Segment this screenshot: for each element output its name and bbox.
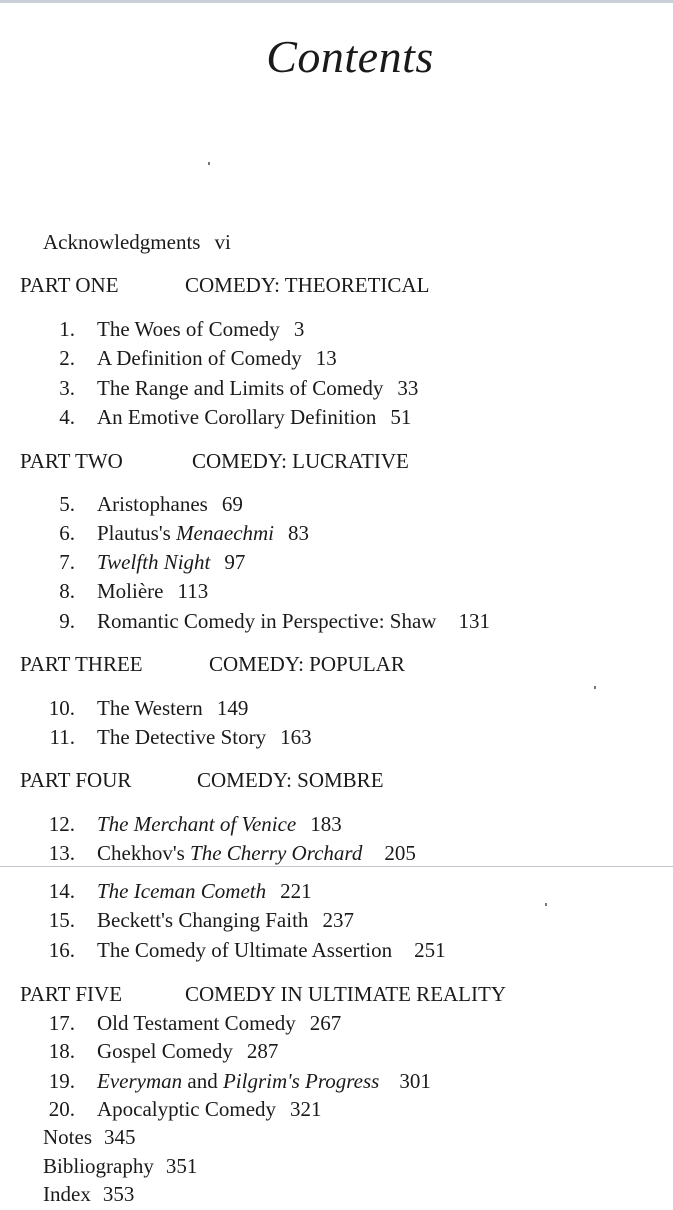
title-italic: Everyman xyxy=(97,1069,183,1093)
toc-entry[interactable] xyxy=(43,520,309,546)
part-label: PART FOUR xyxy=(20,768,132,792)
chapter-number: 4. xyxy=(59,405,75,429)
chapter-title: Aristophanes xyxy=(97,492,208,516)
chapter-title: Old Testament Comedy xyxy=(97,1011,296,1035)
chapter-page: 113 xyxy=(177,579,209,603)
chapter-number: 15. xyxy=(48,908,75,932)
toc-entry-bibliography[interactable] xyxy=(43,1153,197,1179)
chapter-page: 51 xyxy=(390,405,412,429)
chapter-page: 97 xyxy=(224,550,246,574)
chapter-title: An Emotive Corollary Definition xyxy=(97,405,377,429)
chapter-number: 13. xyxy=(48,841,75,865)
part-label: PART ONE xyxy=(20,273,119,297)
toc-entry[interactable] xyxy=(43,345,337,371)
title-italic: Pilgrim's Progress xyxy=(222,1069,380,1093)
chapter-number: 9. xyxy=(59,609,75,633)
toc-entry[interactable] xyxy=(43,811,342,837)
chapter-title: Gospel Comedy xyxy=(97,1039,233,1063)
part-label: PART FIVE xyxy=(20,982,123,1006)
chapter-page: 251 xyxy=(414,938,446,962)
chapter-page: 237 xyxy=(322,908,354,932)
toc-entry[interactable] xyxy=(43,937,446,963)
entry-title: Notes xyxy=(43,1125,92,1149)
chapter-page: 33 xyxy=(397,376,419,400)
chapter-number: 19. xyxy=(48,1069,75,1093)
chapter-title: Apocalyptic Comedy xyxy=(97,1097,277,1121)
part-heading xyxy=(20,651,405,677)
chapter-page: 301 xyxy=(399,1069,431,1093)
scan-artifact-line xyxy=(0,866,673,867)
chapter-title: Romantic Comedy in Perspective: Shaw xyxy=(97,609,437,633)
toc-entry[interactable] xyxy=(43,404,411,430)
toc-entry[interactable] xyxy=(43,375,418,401)
chapter-number: 20. xyxy=(48,1097,75,1121)
chapter-page: 69 xyxy=(221,492,243,516)
toc-entry[interactable] xyxy=(43,316,304,342)
title-text: Chekhov's xyxy=(97,841,191,865)
entry-title: Acknowledgments xyxy=(43,230,201,254)
entry-page: 345 xyxy=(104,1125,136,1149)
chapter-number: 3. xyxy=(59,376,75,400)
entry-page: vi xyxy=(214,230,231,254)
chapter-page: 221 xyxy=(280,879,312,903)
toc-entry[interactable] xyxy=(43,578,208,604)
chapter-number: 18. xyxy=(48,1039,75,1063)
toc-entry[interactable] xyxy=(43,1096,322,1122)
entry-page: 351 xyxy=(165,1154,198,1178)
chapter-title xyxy=(97,841,362,865)
part-title: COMEDY: SOMBRE xyxy=(197,768,384,792)
chapter-title: The Merchant of Venice xyxy=(97,812,297,836)
chapter-number: 11. xyxy=(49,725,75,749)
part-title: COMEDY IN ULTIMATE REALITY xyxy=(185,982,506,1006)
chapter-page: 83 xyxy=(288,521,310,545)
chapter-title: The Iceman Cometh xyxy=(97,879,267,903)
toc-entry[interactable] xyxy=(43,840,416,866)
chapter-title xyxy=(97,521,274,545)
toc-entry[interactable] xyxy=(43,1068,431,1094)
toc-entry-acknowledgments[interactable] xyxy=(43,229,231,255)
toc-entry[interactable] xyxy=(43,1038,278,1064)
toc-entry-index[interactable] xyxy=(43,1181,134,1207)
chapter-number: 2. xyxy=(59,346,75,370)
toc-entry[interactable] xyxy=(43,878,312,904)
chapter-title: Twelfth Night xyxy=(97,550,211,574)
chapter-page: 3 xyxy=(293,317,305,341)
part-title: COMEDY: THEORETICAL xyxy=(185,273,430,297)
title-italic: Menaechmi xyxy=(176,521,275,545)
chapter-number: 7. xyxy=(59,550,75,574)
toc-entry[interactable] xyxy=(43,724,312,750)
top-border xyxy=(0,0,673,3)
part-heading xyxy=(20,981,506,1007)
toc-entry[interactable] xyxy=(43,695,248,721)
toc-entry[interactable] xyxy=(43,907,354,933)
chapter-page: 149 xyxy=(216,696,249,720)
part-label: PART TWO xyxy=(20,449,123,473)
part-label: PART THREE xyxy=(20,652,143,676)
entry-page: 353 xyxy=(102,1182,135,1206)
chapter-page: 13 xyxy=(315,346,337,370)
chapter-number: 17. xyxy=(48,1011,75,1035)
chapter-page: 287 xyxy=(246,1039,279,1063)
part-heading xyxy=(20,448,409,474)
chapter-number: 1. xyxy=(59,317,75,341)
title-italic: The Cherry Orchard xyxy=(190,841,363,865)
chapter-title: The Woes of Comedy xyxy=(97,317,280,341)
chapter-title: The Range and Limits of Comedy xyxy=(97,376,384,400)
chapter-number: 5. xyxy=(59,492,75,516)
page-title: Contents xyxy=(266,31,434,82)
toc-entry[interactable] xyxy=(43,1010,341,1036)
chapter-page: 321 xyxy=(290,1097,322,1121)
scan-speck xyxy=(594,686,596,689)
entry-title: Index xyxy=(43,1182,91,1206)
chapter-title: The Comedy of Ultimate Assertion xyxy=(97,938,393,962)
part-title: COMEDY: POPULAR xyxy=(209,652,405,676)
chapter-title: Molière xyxy=(97,579,164,603)
toc-entry[interactable] xyxy=(43,491,243,517)
chapter-page: 183 xyxy=(310,812,342,836)
scan-speck xyxy=(208,162,210,165)
chapter-number: 8. xyxy=(59,579,75,603)
chapter-title: The Detective Story xyxy=(97,725,267,749)
chapter-number: 6. xyxy=(59,521,75,545)
chapter-number: 10. xyxy=(48,696,75,720)
part-title: COMEDY: LUCRATIVE xyxy=(192,449,409,473)
scan-speck xyxy=(545,903,547,906)
chapter-title xyxy=(97,1069,379,1093)
entry-title: Bibliography xyxy=(43,1154,154,1178)
title-text: and xyxy=(182,1069,223,1093)
chapter-page: 267 xyxy=(309,1011,342,1035)
chapter-page: 131 xyxy=(458,609,490,633)
title-text: Plautus's xyxy=(97,521,177,545)
chapter-number: 14. xyxy=(48,879,75,903)
chapter-number: 16. xyxy=(48,938,75,962)
toc-entry[interactable] xyxy=(43,549,245,575)
toc-entry-notes[interactable] xyxy=(43,1124,136,1150)
chapter-title: Beckett's Changing Faith xyxy=(97,908,309,932)
toc-entry[interactable] xyxy=(43,608,490,634)
chapter-page: 163 xyxy=(280,725,312,749)
chapter-number: 12. xyxy=(48,812,75,836)
part-heading xyxy=(20,272,429,298)
chapter-title: The Western xyxy=(97,696,203,720)
chapter-title: A Definition of Comedy xyxy=(97,346,302,370)
chapter-page: 205 xyxy=(384,841,416,865)
part-heading xyxy=(20,767,384,793)
